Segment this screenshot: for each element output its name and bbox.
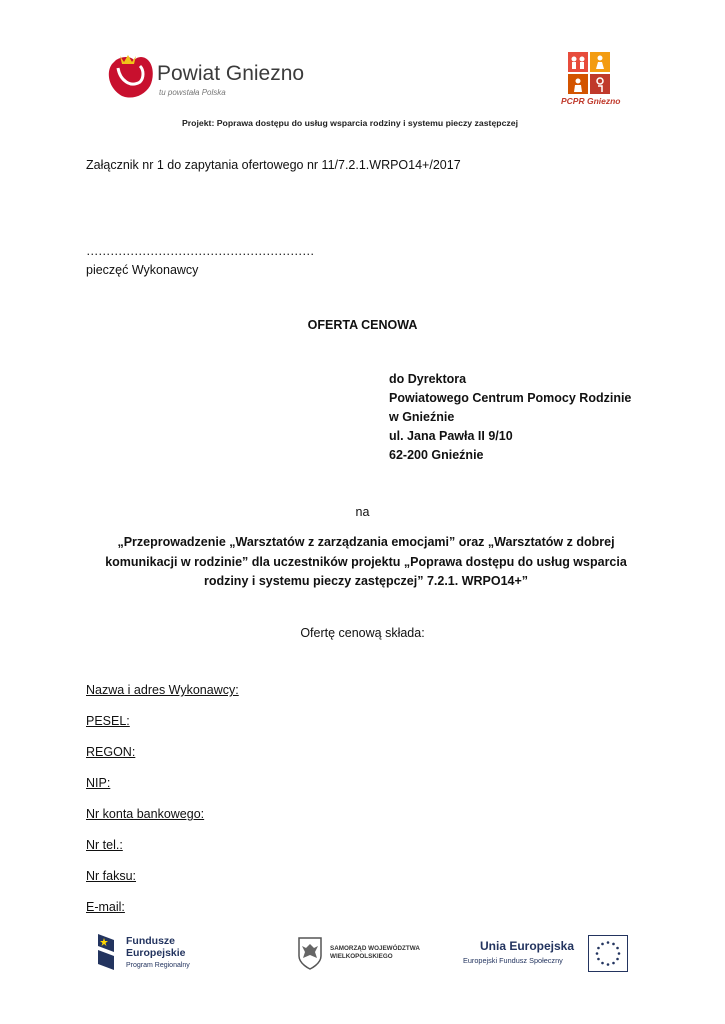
eu-star-icon xyxy=(618,952,621,955)
addressee-line-2: Powiatowego Centrum Pomocy Rodzinie xyxy=(389,391,632,405)
field-regon: REGON: xyxy=(86,745,136,759)
eu-star-icon xyxy=(597,947,600,950)
attachment-note: Załącznik nr 1 do zapytania ofertowego nr 11/7.2.1.WRPO14+/2017 xyxy=(86,158,461,172)
eu-star-icon xyxy=(607,941,610,944)
program-regionalny-label: Program Regionalny xyxy=(126,962,190,969)
powiat-gniezno-name: Powiat Gniezno xyxy=(157,62,305,85)
eu-star-icon xyxy=(616,958,619,961)
fundusze-europejskie-logo-icon xyxy=(94,932,118,972)
fundusze-line-1: Fundusze xyxy=(126,935,175,947)
field-email: E-mail: xyxy=(86,900,125,914)
stamp-placeholder-dots: ………………………………………………… xyxy=(86,244,314,258)
field-fax: Nr faksu: xyxy=(86,869,137,883)
addressee-line-5: 62-200 Gnieźnie xyxy=(389,448,484,462)
eu-star-icon xyxy=(596,952,599,955)
eu-star-icon xyxy=(612,943,615,946)
field-bank-account: Nr konta bankowego: xyxy=(86,807,205,821)
samorzad-line-2: WIELKOPOLSKIEGO xyxy=(330,953,393,960)
eu-star-icon xyxy=(612,962,615,965)
fundusze-line-2: Europejskie xyxy=(126,947,186,959)
unia-europejska-title: Unia Europejska xyxy=(480,939,575,953)
field-name-address: Nazwa i adres Wykonawcy: xyxy=(86,683,239,697)
eu-star-icon xyxy=(601,943,604,946)
composed-by-label: Ofertę cenową składa: xyxy=(300,626,425,640)
samorzad-line-1: SAMORZĄD WOJEWÓDZTWA xyxy=(330,945,420,952)
wielkopolska-crest-icon xyxy=(297,936,323,970)
addressee-line-3: w Gnieźnie xyxy=(389,410,455,424)
offer-subject: „Przeprowadzenie „Warsztatów z zarządzania emocjami” oraz „Warsztatów z dobrej komunikacji w rodzinie” dla uczestników projektu „Poprawa dostępu do usług wsparcia rodziny i systemu pieczy zastępczej” 7.2.1. WRPO14+” xyxy=(105,535,627,588)
project-header-line: Projekt: Poprawa dostępu do usług wsparcia rodziny i systemu pieczy zastępczej xyxy=(182,118,519,128)
powiat-gniezno-subtitle: tu powstała Polska xyxy=(159,88,226,97)
efs-label: Europejski Fundusz Społeczny xyxy=(463,956,563,965)
fundusze-europejskie-name xyxy=(126,935,186,959)
pcpr-logo-text: PCPR Gniezno xyxy=(561,96,621,106)
eu-star-icon xyxy=(601,962,604,965)
eu-flag-icon xyxy=(588,935,628,972)
eu-star-icon xyxy=(616,947,619,950)
na-connector: na xyxy=(355,505,370,519)
field-phone: Nr tel.: xyxy=(86,838,123,852)
stamp-label: pieczęć Wykonawcy xyxy=(86,263,199,277)
eu-star-icon xyxy=(607,963,610,966)
field-nip: NIP: xyxy=(86,776,111,790)
addressee-line-4: ul. Jana Pawła II 9/10 xyxy=(389,429,513,443)
document-title: OFERTA CENOWA xyxy=(307,318,418,332)
field-pesel: PESEL: xyxy=(86,714,130,728)
eu-star-icon xyxy=(597,958,600,961)
addressee-line-1: do Dyrektora xyxy=(389,372,467,386)
samorzad-wojewodztwa-name xyxy=(330,945,420,961)
